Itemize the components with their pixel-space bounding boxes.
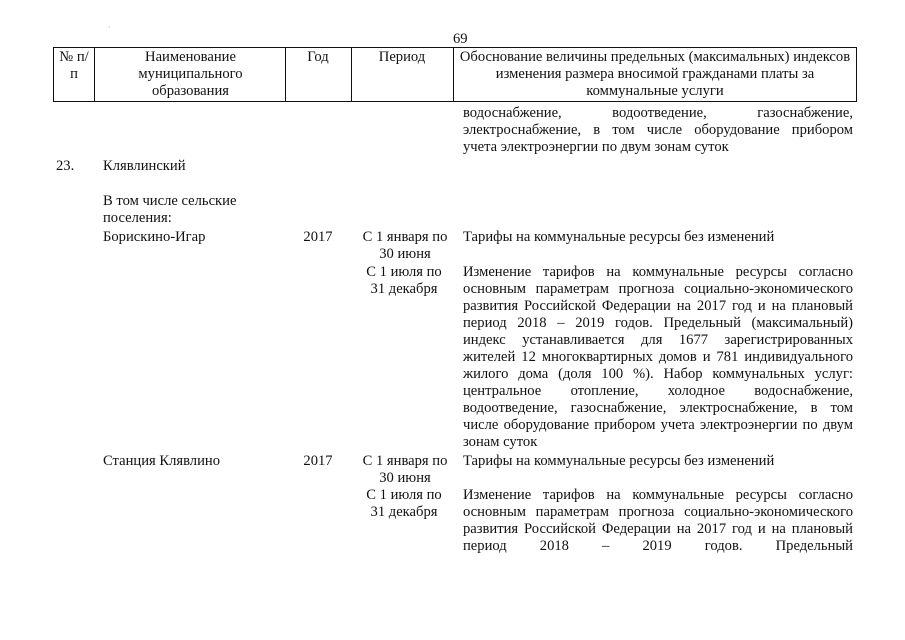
table-header-bottom-border <box>53 101 857 102</box>
header-period: Период <box>378 49 426 65</box>
header-basis: Обоснование величины предельных (максимальных) индексов изменения размера вносимой гражданами платы за коммунальные услуги <box>459 49 851 99</box>
scan-mark: · <box>108 23 111 32</box>
table-divider <box>856 47 857 102</box>
table-divider <box>53 47 54 102</box>
period-second-half: С 1 июля по 31 декабря <box>366 264 442 297</box>
basis-tariff-change: Изменение тарифов на коммунальные ресурсы согласно основным параметрам прогноза социально-экономического развития Российской Федерации на 2017 год и на плановый период 2018 – 2019 годов. Предельный <box>463 487 853 554</box>
settlement-year: 2017 <box>303 229 333 245</box>
basis-no-change: Тарифы на коммунальные ресурсы без изменений <box>463 453 775 469</box>
settlement-year: 2017 <box>303 453 333 469</box>
basis-tariff-change: Изменение тарифов на коммунальные ресурсы согласно основным параметрам прогноза социально-экономического развития Российской Федерации на 2017 год и на плановый период 2018 – 2019 годов. Предельный (максимальный) индекс устанавливается для 1677 зарегистрированных жителей 12 многоквартирных домов и 781 индивидуального жилого дома (доля 100 %). Набор коммунальных услуг: центральное отопление, холодное водоснабжение, водоотведение, газоснабжение, электроснабжение, в том числе оборудование прибором учета электроэнергии по двум зонам суток <box>463 264 853 450</box>
period-first-half: С 1 января по 30 июня <box>362 229 448 262</box>
table-divider <box>453 47 454 102</box>
page-number: 69 <box>453 31 468 47</box>
continuation-line: электроснабжение, в том числе оборудование прибором <box>463 122 853 138</box>
municipality-name: Клявлинский <box>103 158 186 174</box>
header-year: Год <box>307 49 329 65</box>
settlements-note: В том числе сельские поселения: <box>103 193 237 226</box>
continuation-word: водоснабжение, <box>463 105 562 121</box>
continuation-line <box>463 105 853 122</box>
basis-no-change: Тарифы на коммунальные ресурсы без изменений <box>463 229 775 245</box>
period-first-half: С 1 января по 30 июня <box>362 453 448 486</box>
period-second-half: С 1 июля по 31 декабря <box>366 487 442 520</box>
row-number: 23. <box>56 158 75 174</box>
table-header-top-border <box>53 47 857 48</box>
continuation-word: водоотведение, <box>612 105 707 121</box>
header-num: № п/п <box>59 49 89 82</box>
continuation-line: учета электроэнергии по двум зонам суток <box>463 139 729 155</box>
header-name: Наименование муниципального образования <box>138 49 243 99</box>
continuation-word: газоснабжение, <box>757 105 853 121</box>
settlement-name: Борискино-Игар <box>103 229 206 245</box>
table-divider <box>94 47 95 102</box>
settlement-name: Станция Клявлино <box>103 453 220 469</box>
